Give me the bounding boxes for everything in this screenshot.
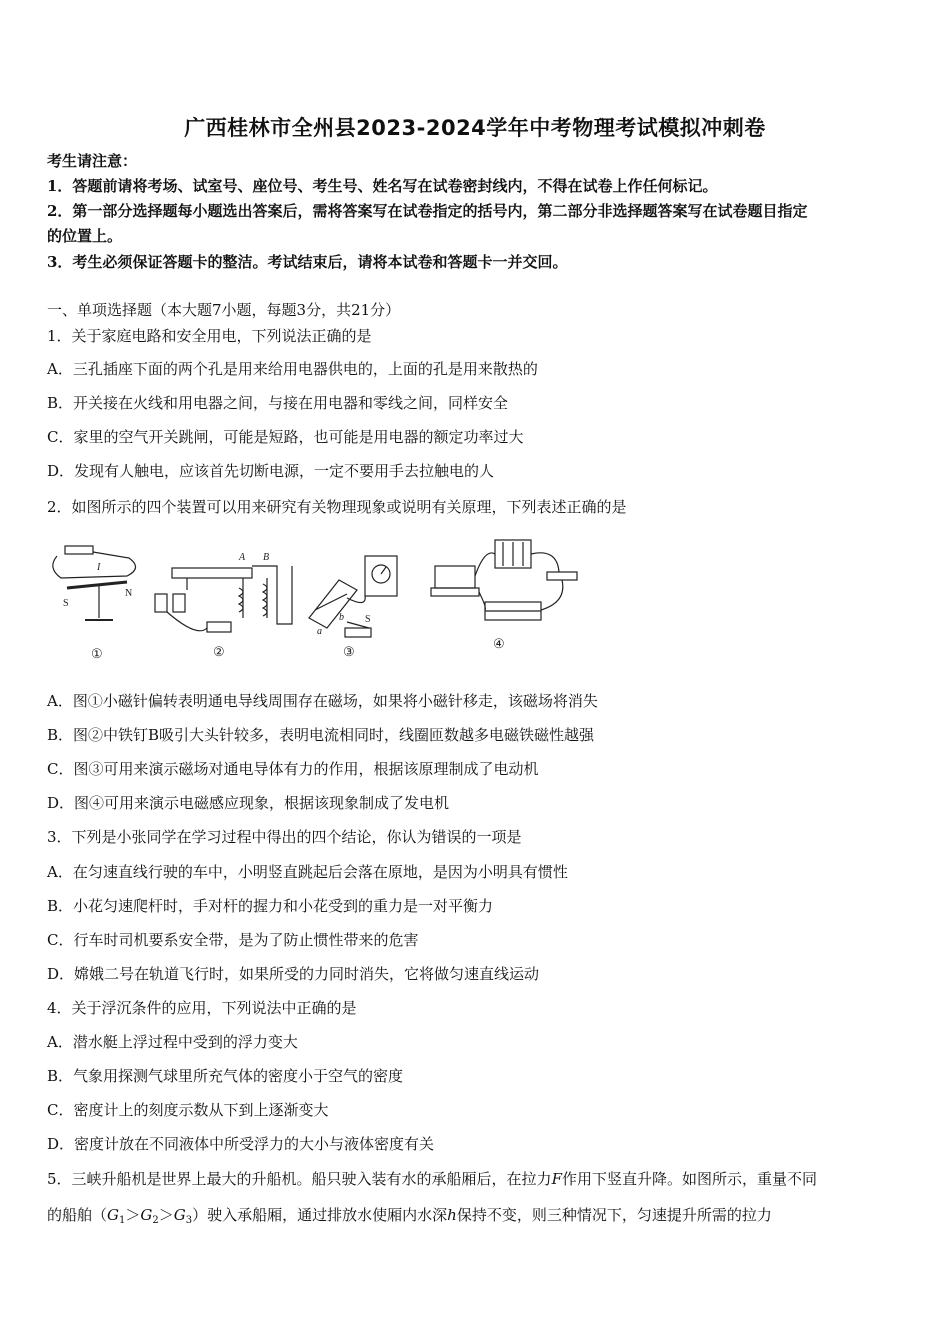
figure-4-circuit — [431, 540, 577, 651]
fig2-label-b: B — [263, 552, 270, 563]
notice-item: 的位置上。 — [47, 227, 123, 245]
figure-1-compass-wire — [53, 546, 136, 661]
figure-3-label: ③ — [343, 644, 355, 659]
question-5-line-1: 5．三峡升船机是世界上最大的升船机。船只驶入装有水的承船厢后，在拉力F作用下竖直升降。如图所示，重量不同 — [47, 1170, 817, 1188]
fig1-label-s: S — [63, 598, 69, 609]
fig1-label-n: N — [125, 588, 133, 599]
section-heading: 一、单项选择题（本大题7小题，每题3分，共21分） — [47, 301, 401, 319]
question-4-stem: 4．关于浮沉条件的应用，下列说法中正确的是 — [47, 999, 357, 1017]
question-1-stem: 1．关于家庭电路和安全用电，下列说法正确的是 — [47, 327, 372, 345]
question-1-option-c: C．家里的空气开关跳闸，可能是短路，也可能是用电器的额定功率过大 — [47, 428, 524, 446]
fig2-label-a: A — [239, 552, 246, 563]
fig3-label-s: S — [365, 614, 371, 625]
figure-4-label: ④ — [493, 636, 505, 651]
figure-2-electromagnets — [155, 552, 292, 659]
page-title: 广西桂林市全州县2023-2024学年中考物理考试模拟冲刺卷 — [184, 116, 766, 140]
question-3-option-b: B．小花匀速爬杆时，手对杆的握力和小花受到的重力是一对平衡力 — [47, 897, 494, 915]
question-4-option-a: A．潜水艇上浮过程中受到的浮力变大 — [47, 1033, 298, 1051]
question-3-option-d: D．嫦娥二号在轨道飞行时，如果所受的力同时消失，它将做匀速直线运动 — [47, 965, 540, 983]
question-4-option-c: C．密度计上的刻度示数从下到上逐渐变大 — [47, 1101, 329, 1119]
question-2-option-d: D．图④可用来演示电磁感应现象，根据该现象制成了发电机 — [47, 794, 450, 812]
question-1-option-a: A．三孔插座下面的两个孔是用来给用电器供电的，上面的孔是用来散热的 — [47, 360, 538, 378]
figure-1-label: ① — [91, 646, 103, 661]
question-2-option-c: C．图③可用来演示磁场对通电导体有力的作用，根据该原理制成了电动机 — [47, 760, 539, 778]
notice-header: 考生请注意： — [47, 152, 138, 170]
question-3-option-a: A．在匀速直线行驶的车中，小明竖直跳起后会落在原地，是因为小明具有惯性 — [47, 863, 568, 881]
notice-item: 3．考生必须保证答题卡的整洁。考试结束后，请将本试卷和答题卡一并交回。 — [47, 253, 568, 271]
notice-item: 1．答题前请将考场、试室号、座位号、考生号、姓名写在试卷密封线内，不得在试卷上作任何标记。 — [47, 177, 718, 195]
question-2-figures — [47, 538, 607, 663]
fig3-label-a: a — [317, 626, 322, 637]
question-2-option-b: B．图②中铁钉B吸引大头针较多，表明电流相同时，线圈匝数越多电磁铁磁性越强 — [47, 726, 595, 744]
question-4-option-d: D．密度计放在不同液体中所受浮力的大小与液体密度有关 — [47, 1135, 435, 1153]
question-5-line-2: 的船舶$(G_1>G_2>G_3)$驶入承船厢，通过排放水使厢内水深h保持不变，则三种情况下，匀速提升所需的拉力 — [47, 1206, 772, 1226]
question-2-option-a: A．图①小磁针偏转表明通电导线周围存在磁场，如果将小磁针移走，该磁场将消失 — [47, 692, 598, 710]
figure-3-induction-setup — [309, 556, 397, 659]
question-3-stem: 3．下列是小张同学在学习过程中得出的四个结论，你认为错误的一项是 — [47, 828, 522, 846]
question-2-stem: 2．如图所示的四个装置可以用来研究有关物理现象或说明有关原理，下列表述正确的是 — [47, 498, 627, 516]
figure-2-label: ② — [213, 644, 225, 659]
fig3-label-b: b — [339, 612, 344, 623]
question-1-option-b: B．开关接在火线和用电器之间，与接在用电器和零线之间，同样安全 — [47, 394, 509, 412]
question-3-option-c: C．行车时司机要系安全带，是为了防止惯性带来的危害 — [47, 931, 419, 949]
question-4-option-b: B．气象用探测气球里所充气体的密度小于空气的密度 — [47, 1067, 404, 1085]
question-1-option-d: D．发现有人触电，应该首先切断电源，一定不要用手去拉触电的人 — [47, 462, 495, 480]
notice-item: 2．第一部分选择题每小题选出答案后，需将答案写在试卷指定的括号内，第二部分非选择题答案写在试卷题目指定 — [47, 202, 808, 220]
fig1-label-i: I — [97, 562, 101, 573]
